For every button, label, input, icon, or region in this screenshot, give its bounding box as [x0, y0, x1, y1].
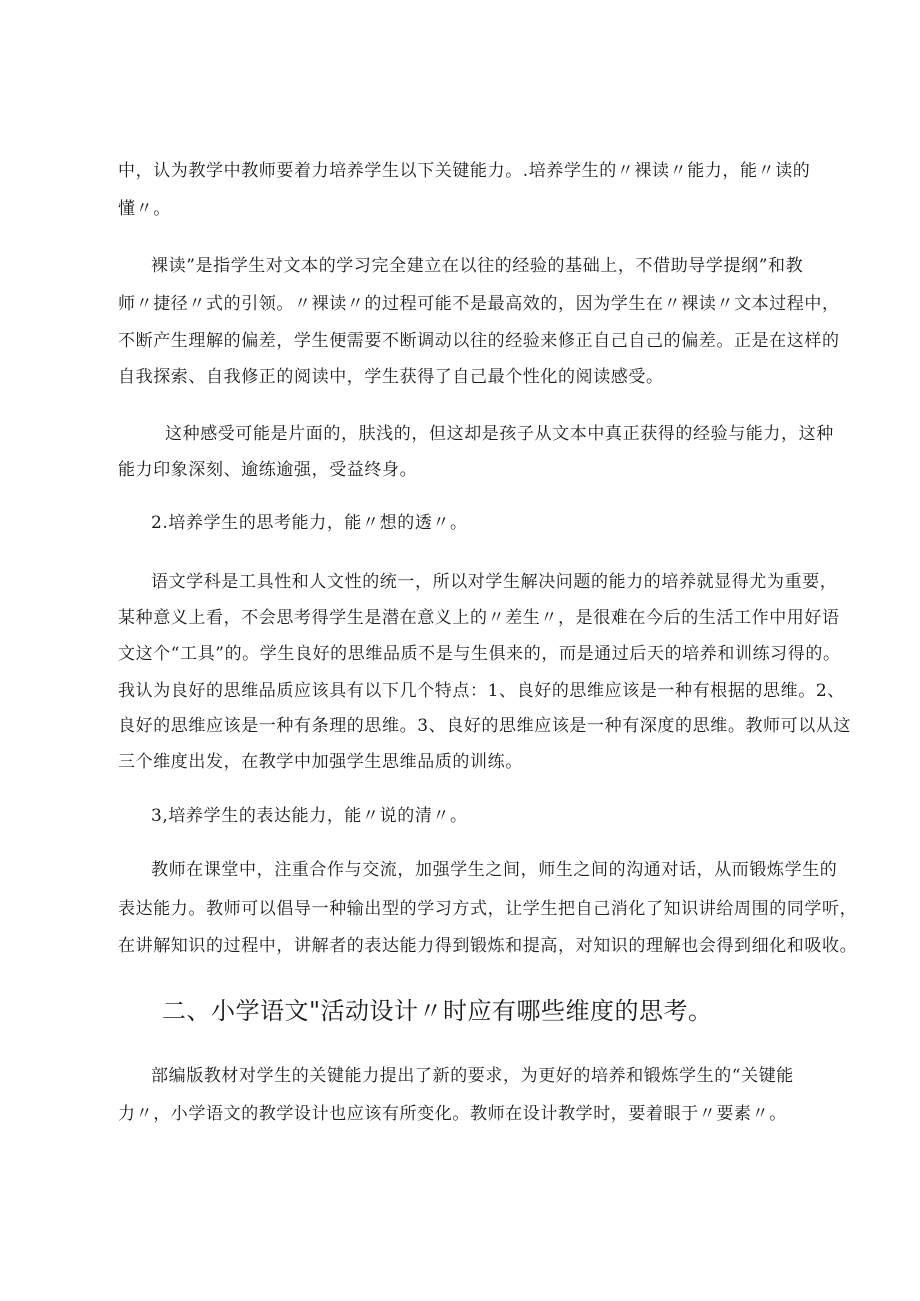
paragraph-4-line-3: 文这个“工具”的。学生良好的思维品质不是与生俱来的，而是通过后天的培养和训练习得的。	[118, 644, 841, 664]
paragraph-1-line-2: 懂〃。	[118, 199, 171, 219]
closing-paragraph-line-1: 部编版教材对学生的关键能力提出了新的要求，为更好的培养和锻炼学生的“关键能	[151, 1066, 794, 1086]
subheading-expression-ability: 3,培养学生的表达能力，能〃说的清〃。	[151, 806, 468, 826]
subheading-thinking-ability: 2.培养学生的思考能力，能〃想的透〃。	[151, 513, 468, 533]
paragraph-4-line-5: 良好的思维应该是一种有条理的思维。3、良好的思维应该是一种有深度的思维。教师可以从这	[118, 716, 852, 736]
paragraph-5-line-1: 教师在课堂中，注重合作与交流，加强学生之间，师生之间的沟通对话，从而锻炼学生的	[151, 860, 838, 880]
paragraph-5-line-2: 表达能力。教师可以倡导一种输出型的学习方式，让学生把自己消化了知识讲给周围的同学听，	[118, 899, 858, 919]
paragraph-3-line-2: 能力印象深刻、逾练逾强，受益终身。	[118, 460, 418, 480]
paragraph-2-line-4: 自我探索、自我修正的阅读中，学生获得了自己最个性化的阅读感受。	[118, 367, 664, 387]
paragraph-4-line-6: 三个维度出发，在教学中加强学生思维品质的训练。	[118, 752, 523, 772]
paragraph-2-line-3: 不断产生理解的偏差，学生便需要不断调动以往的经验来修正自己自己的偏差。正是在这样的	[118, 331, 840, 351]
paragraph-2-line-2: 师〃捷径〃式的引领。〃裸读〃的过程可能不是最高效的，因为学生在〃裸读〃文本过程中，	[118, 294, 840, 314]
paragraph-1-line-1: 中，认为教学中教师要着力培养学生以下关键能力。.培养学生的〃裸读〃能力，能〃读的	[118, 161, 811, 181]
paragraph-2-line-1: 裸读”是指学生对文本的学习完全建立在以往的经验的基础上，不借助导学提纲”和教	[151, 256, 804, 276]
paragraph-4-line-1: 语文学科是工具性和人文性的统一，所以对学生解决问题的能力的培养就显得尤为重要，	[151, 572, 838, 592]
closing-paragraph-line-2: 力〃，小学语文的教学设计也应该有所变化。教师在设计教学时，要着眼于〃要素〃。	[118, 1104, 787, 1124]
paragraph-3-line-1: 这种感受可能是片面的，肤浅的，但这却是孩子从文本中真正获得的经验与能力，这种	[165, 424, 834, 444]
paragraph-4-line-2: 某种意义上看，不会思考得学生是潜在意义上的〃差生〃，是很难在今后的生活工作中用好语	[118, 608, 840, 628]
paragraph-4-line-4: 我认为良好的思维品质应该具有以下几个特点：1、良好的思维应该是一种有根据的思维。2、	[118, 681, 845, 701]
paragraph-5-line-3: 在讲解知识的过程中，讲解者的表达能力得到锻炼和提高，对知识的理解也会得到细化和吸收。	[118, 936, 858, 956]
section-heading: 二、小学语文"活动设计〃时应有哪些维度的思考。	[162, 997, 713, 1025]
